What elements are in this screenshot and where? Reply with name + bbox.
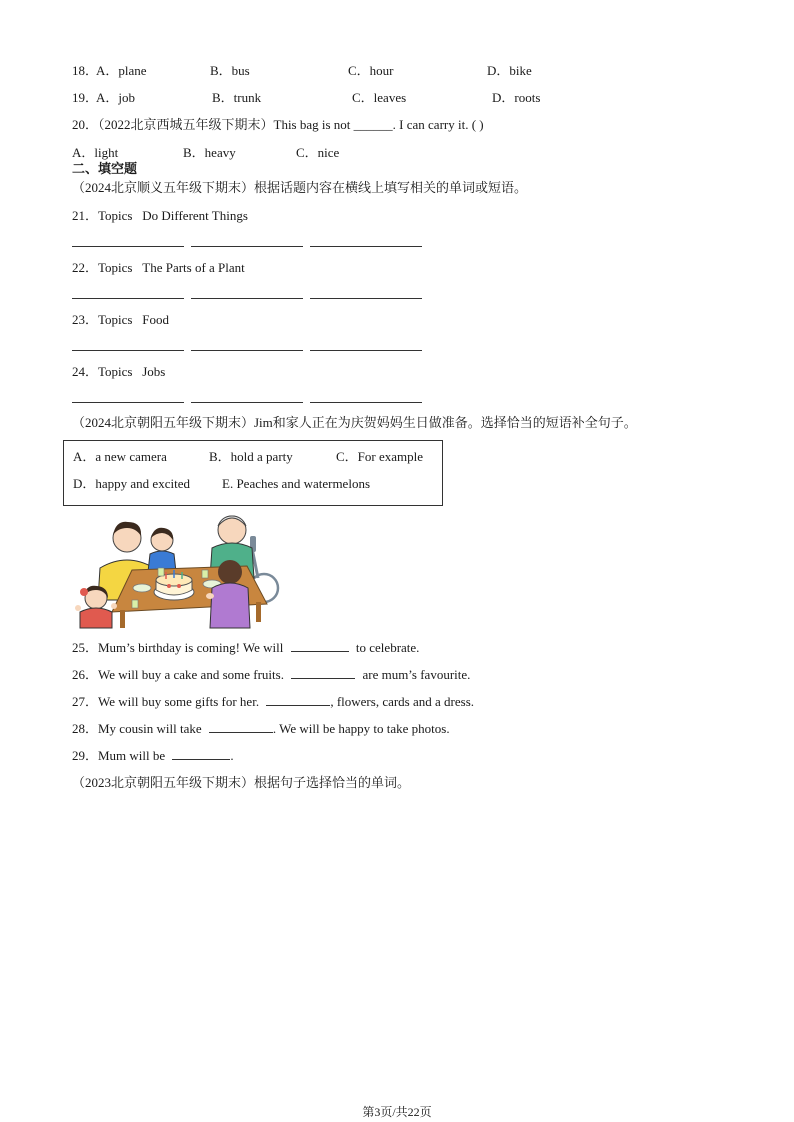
- section-heading: 二、填空题: [72, 162, 138, 177]
- option-a: A．plane: [96, 63, 147, 78]
- answer-blank[interactable]: [191, 402, 303, 403]
- option-c: C．leaves: [352, 90, 407, 105]
- question-number: 18．: [72, 63, 99, 78]
- answer-blank[interactable]: [72, 350, 184, 351]
- option-b: B．heavy: [183, 145, 236, 160]
- topic-question-23: [72, 311, 169, 329]
- option-a: A．light: [72, 145, 119, 160]
- sentence-text-end: to celebrate.: [355, 640, 420, 655]
- topics-label: Topics: [98, 312, 133, 327]
- topic-title: The Parts of a Plant: [142, 260, 245, 275]
- sentence-text: 28．My cousin will take: [72, 721, 202, 736]
- topics-label: Topics: [98, 260, 133, 275]
- answer-blank[interactable]: [172, 747, 230, 760]
- birthday-party-illustration: [72, 508, 282, 630]
- sentence-text-end: are mum’s favourite.: [362, 667, 471, 682]
- topics-label: Topics: [98, 208, 133, 223]
- question-18: [72, 62, 98, 80]
- answer-blank[interactable]: [291, 666, 355, 679]
- sentence-29: [72, 747, 234, 765]
- answer-blank[interactable]: [266, 693, 330, 706]
- answer-blank: ______: [353, 117, 393, 132]
- option-d: D．bike: [487, 63, 532, 78]
- question-20: [72, 116, 484, 134]
- question-stem: 20．（2022北京西城五年级下期末）This bag is not: [72, 117, 351, 132]
- section-instruction: （2024北京顺义五年级下期末）根据话题内容在横线上填写相关的单词或短语。: [72, 180, 528, 195]
- topic-title: Jobs: [142, 364, 166, 379]
- answer-blank[interactable]: [291, 639, 349, 652]
- topic-question-21: [72, 207, 248, 225]
- sentence-text: 29．Mum will be: [72, 748, 166, 763]
- box-option-e: E. Peaches and watermelons: [222, 476, 371, 491]
- sentence-text-end: .: [230, 748, 234, 763]
- option-b: B．bus: [210, 63, 250, 78]
- answer-blank[interactable]: [191, 246, 303, 247]
- box-option-c: C．For example: [336, 449, 424, 464]
- boy-figure: [148, 528, 176, 572]
- sentence-text: 26．We will buy a cake and some fruits.: [72, 667, 284, 682]
- sentence-text: 27．We will buy some gifts for her.: [72, 694, 260, 709]
- answer-blank[interactable]: [310, 350, 422, 351]
- question-number: 22．: [72, 260, 99, 275]
- option-c: C．hour: [348, 63, 394, 78]
- sentence-text-end: . We will be happy to take photos.: [272, 721, 450, 736]
- box-option-d: D．happy and excited: [73, 476, 190, 491]
- answer-blank[interactable]: [72, 298, 184, 299]
- options-box: [63, 440, 443, 506]
- question-number: 23．: [72, 312, 99, 327]
- sentence-text: 25．Mum’s birthday is coming! We will: [72, 640, 284, 655]
- answer-blank[interactable]: [191, 350, 303, 351]
- question-number: 21．: [72, 208, 99, 223]
- option-a: A．job: [96, 90, 136, 105]
- topics-label: Topics: [98, 364, 133, 379]
- answer-blank[interactable]: [310, 298, 422, 299]
- option-b: B．trunk: [212, 90, 262, 105]
- answer-blank[interactable]: [310, 246, 422, 247]
- box-option-a: A．a new camera: [73, 449, 167, 464]
- box-option-b: B．hold a party: [209, 449, 293, 464]
- sentence-28: [72, 720, 450, 738]
- topic-question-24: [72, 363, 165, 381]
- sentence-26: [72, 666, 470, 684]
- answer-blank[interactable]: [72, 246, 184, 247]
- question-number: 19．: [72, 90, 99, 105]
- topic-question-22: [72, 259, 245, 277]
- page-footer: 第3页/共22页: [362, 1105, 432, 1119]
- answer-blank[interactable]: [209, 720, 273, 733]
- option-c: C．nice: [296, 145, 340, 160]
- option-d: D．roots: [492, 90, 541, 105]
- answer-blank[interactable]: [310, 402, 422, 403]
- sentence-text-end: , flowers, cards and a dress.: [330, 694, 475, 709]
- section-instruction: （2024北京朝阳五年级下期末）Jim和家人正在为庆贺妈妈生日做准备。选择恰当的短语补全句子。: [72, 415, 637, 430]
- sentence-25: [72, 639, 419, 657]
- sentence-27: [72, 693, 474, 711]
- answer-blank[interactable]: [191, 298, 303, 299]
- question-19: [72, 89, 98, 107]
- next-section-instruction: （2023北京朝阳五年级下期末）根据句子选择恰当的单词。: [72, 775, 411, 790]
- topic-title: Food: [142, 312, 169, 327]
- question-stem-end: . I can carry it. ( ): [392, 117, 484, 132]
- topic-title: Do Different Things: [142, 208, 248, 223]
- answer-blank[interactable]: [72, 402, 184, 403]
- question-number: 24．: [72, 364, 99, 379]
